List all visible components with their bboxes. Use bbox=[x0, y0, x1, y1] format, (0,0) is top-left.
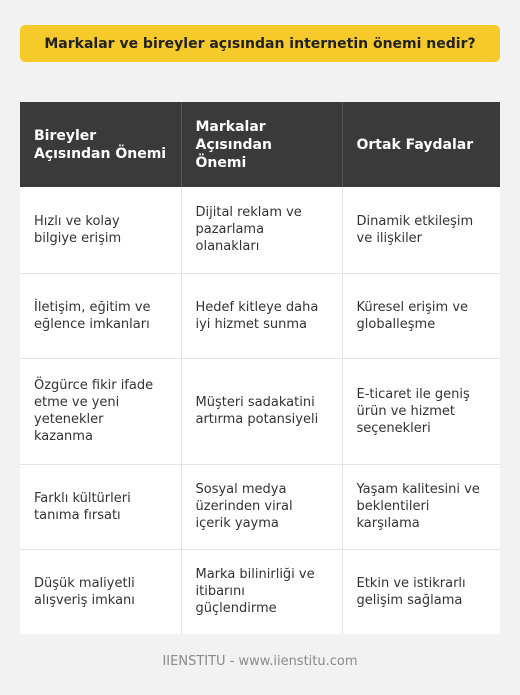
table-cell: Küresel erişim ve globalleşme bbox=[342, 273, 500, 358]
table-cell: İletişim, eğitim ve eğlence imkanları bbox=[20, 273, 181, 358]
table-cell: Sosyal medya üzerinden viral içerik yayma bbox=[181, 464, 342, 549]
title-banner bbox=[20, 25, 500, 62]
table-body bbox=[20, 187, 500, 634]
table-cell: Farklı kültürleri tanıma fırsatı bbox=[20, 464, 181, 549]
header-row bbox=[20, 102, 500, 187]
table-header bbox=[20, 102, 500, 187]
header-individuals: Bireyler Açısından Önemi bbox=[20, 102, 181, 187]
table-row bbox=[20, 549, 500, 634]
page-title: Markalar ve bireyler açısından internetin önemi nedir? bbox=[44, 35, 476, 52]
table-row bbox=[20, 464, 500, 549]
table-cell: Düşük maliyetli alışveriş imkanı bbox=[20, 549, 181, 634]
table-cell: Özgürce fikir ifade etme ve yeni yetenekler kazanma bbox=[20, 358, 181, 464]
table-row bbox=[20, 358, 500, 464]
table-cell: Dijital reklam ve pazarlama olanakları bbox=[181, 187, 342, 273]
table-cell: Yaşam kalitesini ve beklentileri karşılama bbox=[342, 464, 500, 549]
table-cell: Marka bilinirliği ve itibarını güçlendirme bbox=[181, 549, 342, 634]
footer-credit: IIENSTITU - www.iienstitu.com bbox=[162, 654, 358, 669]
table-row bbox=[20, 273, 500, 358]
table-row bbox=[20, 187, 500, 273]
table-cell: E-ticaret ile geniş ürün ve hizmet seçenekleri bbox=[342, 358, 500, 464]
comparison-table bbox=[20, 102, 500, 634]
header-common-benefits: Ortak Faydalar bbox=[342, 102, 500, 187]
table-cell: Hızlı ve kolay bilgiye erişim bbox=[20, 187, 181, 273]
table-cell: Etkin ve istikrarlı gelişim sağlama bbox=[342, 549, 500, 634]
header-brands: Markalar Açısından Önemi bbox=[181, 102, 342, 187]
table-cell: Müşteri sadakatini artırma potansiyeli bbox=[181, 358, 342, 464]
table-cell: Hedef kitleye daha iyi hizmet sunma bbox=[181, 273, 342, 358]
table-cell: Dinamik etkileşim ve ilişkiler bbox=[342, 187, 500, 273]
